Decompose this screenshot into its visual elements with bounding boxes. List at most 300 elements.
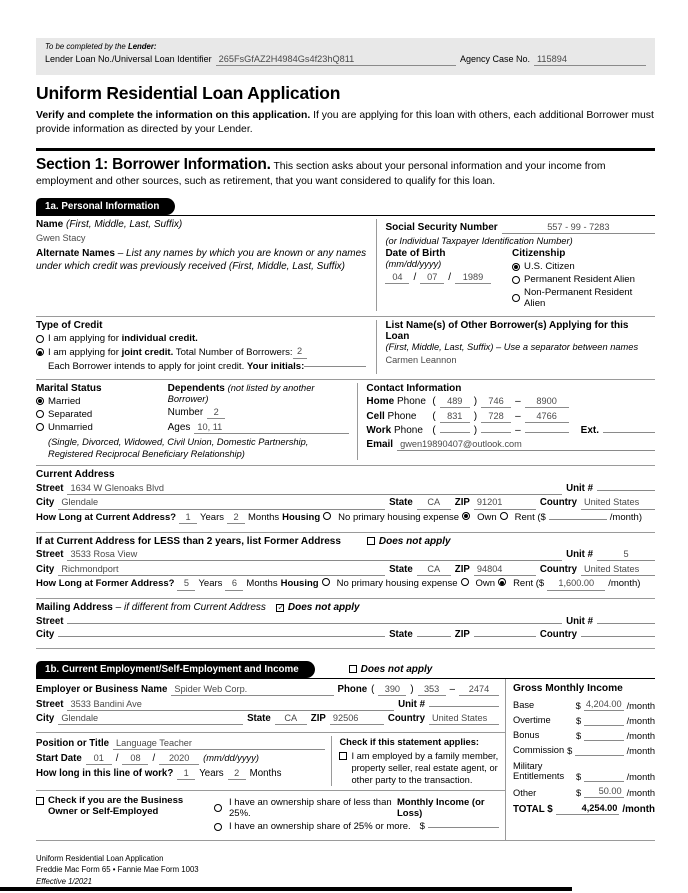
current-months-label: Months [248, 512, 280, 524]
start-date-line [36, 753, 325, 765]
work-phone-word: Phone [394, 425, 423, 437]
income-military-field[interactable] [584, 780, 623, 782]
citizenship-option-non-permanent-resident-label: Non-Permanent Resident Alien [524, 287, 633, 310]
gross-monthly-income-heading: Gross Monthly Income [513, 682, 623, 694]
name-hint: (First, Middle, Last, Suffix) [66, 219, 183, 231]
form-footer [36, 853, 655, 887]
employer-phone-mid-field[interactable]: 353 [418, 684, 446, 696]
income-row-base [513, 699, 655, 711]
dependents-number-label: Number [167, 407, 204, 418]
former-rent-field[interactable]: 1,600.00 [547, 578, 605, 590]
name-column [36, 219, 376, 311]
former-howlong-line [36, 578, 655, 590]
income-total-label: TOTAL $ [513, 803, 553, 815]
monthly-income-dollar: $ [419, 821, 425, 833]
former-zip-field[interactable]: 94804 [474, 564, 536, 576]
former-howlong-label: How Long at Former Address? [36, 578, 175, 590]
employer-state-label: State [247, 713, 271, 725]
work-years-field[interactable]: 1 [177, 768, 195, 780]
citizenship-option-permanent-resident-label: Permanent Resident Alien [524, 274, 635, 286]
start-year-field[interactable]: 2020 [159, 753, 199, 765]
income-other-label: Other [513, 787, 537, 798]
current-howlong-label: How Long at Current Address? [36, 512, 177, 524]
cell-phone-area-field[interactable]: 831 [440, 411, 470, 423]
unmarried-note: (Single, Divorced, Widowed, Civil Union, Domestic Partnership, Registered Reciprocal Beneficiary Relationship) [48, 437, 309, 460]
current-housing-own-label: Own [477, 512, 497, 524]
lender-note-bold: Lender: [127, 42, 157, 51]
dependents-label: Dependents [167, 382, 225, 394]
current-street-field[interactable]: 1634 W Glenoaks Blvd [67, 483, 562, 495]
cell-phone-dash: – [515, 410, 521, 422]
income-overtime-field[interactable] [584, 724, 623, 726]
income-base-unit: /month [626, 700, 655, 711]
individual-credit-bold: individual credit. [121, 333, 198, 345]
row-marital-contact [36, 379, 655, 466]
mailing-state-field[interactable] [417, 635, 451, 637]
intro-rest: If you are applying for this loan with others, each additional Borrower must provide information as directed by your Lender. [36, 110, 654, 135]
start-month-field[interactable]: 01 [86, 753, 112, 765]
marital-radio-separated[interactable] [36, 410, 44, 418]
work-phone-line [366, 425, 655, 436]
section1-heading-block [36, 148, 655, 190]
ssn-line [385, 222, 655, 234]
income-military-dollar: $ [576, 771, 582, 782]
current-city-line [36, 497, 655, 509]
employer-phone-last-field[interactable]: 2474 [459, 684, 499, 696]
former-dna-checkbox[interactable] [367, 537, 375, 545]
former-city-line [36, 564, 655, 576]
joint-credit-option [36, 346, 368, 358]
mailing-zip-field[interactable] [474, 635, 536, 637]
business-owner-label: Check if you are the Business Owner or Self-Employed [48, 795, 184, 818]
former-street-line [36, 549, 655, 561]
business-owner-row [36, 790, 505, 840]
employment-dna-label: Does not apply [360, 663, 433, 675]
former-housing-label: Housing [280, 578, 319, 590]
former-state-label: State [389, 563, 413, 575]
current-address-heading: Current Address [36, 469, 115, 481]
initials-text [48, 361, 304, 372]
type-of-credit-column [36, 320, 376, 373]
former-city-label: City [36, 563, 55, 575]
home-phone-lp: ( [432, 396, 436, 407]
work-phone-rp: ) [473, 425, 478, 437]
section-1a-grid [36, 216, 655, 648]
dob-block [385, 248, 504, 311]
dob-day-field[interactable]: 07 [420, 272, 444, 284]
income-other-unit: /month [626, 788, 655, 799]
position-line [36, 738, 325, 750]
mailing-street-field[interactable] [67, 622, 562, 624]
statement-text: I am employed by a family member, property seller, real estate agent, or other party to the transaction. [351, 750, 499, 786]
other-borrowers-column [376, 320, 655, 373]
former-housing-own-label: Own [475, 578, 496, 590]
cell-phone-last-field[interactable]: 4766 [525, 411, 569, 423]
employer-block [36, 680, 505, 732]
current-housing-own-radio[interactable] [462, 512, 470, 520]
dependents-ages-label: Ages [167, 421, 191, 433]
bottom-black-bar [0, 887, 572, 891]
home-phone-bold: Home [366, 396, 395, 407]
lender-fields-row [45, 54, 646, 66]
income-base-field[interactable]: 4,204.00 [585, 698, 622, 709]
employer-street-line [36, 699, 499, 711]
ownership-ge25-option [214, 821, 499, 832]
employer-country-label: Country [387, 713, 425, 725]
name-label: Name [36, 219, 64, 231]
monthly-income-label: Monthly Income (or Loss) [396, 797, 485, 820]
start-date-label: Start Date [36, 752, 82, 764]
work-phone-label [366, 425, 428, 436]
dob-month-field[interactable]: 04 [385, 272, 409, 284]
work-phone-area-field[interactable] [440, 431, 470, 433]
former-street-label: Street [36, 549, 64, 561]
former-housing-none-radio[interactable] [322, 578, 330, 586]
ssn-field[interactable]: 557 - 99 - 7283 [502, 222, 655, 234]
former-country-label: Country [539, 563, 577, 575]
citizenship-radio-us-citizen[interactable] [512, 263, 520, 271]
mailing-heading-line [36, 602, 655, 613]
initials-prefix: Each Borrower intends to apply for joint credit. [48, 360, 247, 372]
current-country-field[interactable]: United States [581, 497, 655, 509]
mailing-dna-checkbox[interactable] [276, 604, 284, 612]
joint-credit-prefix: I am applying for [48, 346, 122, 358]
current-state-label: State [389, 497, 413, 509]
tab-1a-personal-information: 1a. Personal Information [36, 198, 175, 215]
joint-credit-bold: joint credit. [121, 346, 174, 358]
marital-option-unmarried-label: Unmarried [48, 421, 93, 433]
income-bonus-dollar: $ [576, 730, 582, 741]
current-rent-field[interactable] [549, 518, 607, 520]
agency-case-label: Agency Case No. [459, 53, 530, 64]
employer-zip-field[interactable]: 92506 [330, 713, 384, 725]
marital-dependents-cols [36, 383, 349, 437]
current-unit-field[interactable] [597, 489, 655, 491]
former-city-field[interactable]: Richmondport [58, 564, 385, 576]
former-months-field[interactable]: 6 [225, 578, 243, 590]
position-label: Position or Title [36, 738, 110, 750]
start-date-hint: (mm/dd/yyyy) [203, 752, 259, 763]
income-overtime-unit: /month [626, 715, 655, 726]
work-phone-mid-field[interactable] [481, 431, 511, 433]
cell-phone-mid-field[interactable]: 728 [481, 411, 511, 423]
income-bonus-field[interactable] [584, 739, 623, 741]
business-owner-check [36, 795, 208, 834]
dob-fields [385, 272, 504, 284]
income-commission-field[interactable] [575, 754, 623, 756]
ownership-ge25-radio[interactable] [214, 823, 222, 831]
business-owner-checkbox[interactable] [36, 797, 44, 805]
employer-state-field[interactable]: CA [275, 713, 307, 725]
home-phone-area-field[interactable]: 489 [440, 396, 470, 408]
mailing-heading [36, 602, 266, 613]
work-phone-dash: – [515, 425, 521, 437]
mailing-street-line [36, 616, 655, 627]
work-phone-lp: ( [432, 425, 436, 437]
current-city-label: City [36, 497, 55, 509]
contact-information-label: Contact Information [366, 382, 462, 394]
mailing-heading-bold: Mailing Address [36, 602, 113, 614]
row-mailing-address [36, 598, 655, 648]
dob-label: Date of Birth [385, 248, 446, 260]
name-label-line [36, 219, 368, 230]
name-field[interactable]: Gwen Stacy [36, 233, 86, 244]
mailing-street-label: Street [36, 615, 64, 627]
tab-1b-employment-income: 1b. Current Employment/Self-Employment and Income [36, 661, 315, 678]
dependents-label-line [168, 383, 350, 405]
dob-citizenship-row [385, 248, 655, 311]
agency-case-field[interactable]: 115894 [534, 54, 646, 66]
income-other-field[interactable]: 50.00 [584, 786, 623, 798]
statement-option [339, 750, 505, 786]
dependents-ages-line [168, 422, 350, 434]
employer-unit-label: Unit # [398, 698, 425, 710]
employer-name-label: Employer or Business Name [36, 684, 168, 696]
mailing-country-field[interactable] [581, 635, 655, 637]
employer-city-field[interactable]: Glendale [58, 713, 243, 725]
cell-phone-rp: ) [473, 410, 478, 422]
marital-option-married-label: Married [48, 395, 81, 407]
mailing-dna [276, 602, 360, 613]
citizenship-label: Citizenship [512, 248, 566, 260]
former-housing-rent-label: Rent ($ [513, 578, 545, 590]
employment-dna [349, 664, 433, 675]
gross-monthly-income-box [505, 679, 655, 841]
work-months-label: Months [249, 767, 282, 779]
former-rent-suffix: /month) [608, 578, 641, 590]
dependents-ages-field[interactable]: 10, 11 [194, 422, 349, 434]
citizenship-radio-non-permanent-resident[interactable] [512, 294, 520, 302]
employer-city-line [36, 713, 499, 725]
row-current-address [36, 465, 655, 531]
current-howlong-line [36, 512, 655, 524]
dependents-block [168, 383, 350, 437]
position-field[interactable]: Language Teacher [113, 738, 325, 750]
income-overtime-dollar: $ [576, 715, 582, 726]
marital-radio-married[interactable] [36, 397, 44, 405]
current-housing-none-radio[interactable] [323, 512, 331, 520]
income-bonus-unit: /month [626, 730, 655, 741]
former-years-field[interactable]: 5 [177, 578, 195, 590]
statement-checkbox[interactable] [339, 752, 347, 760]
current-years-field[interactable]: 1 [179, 512, 197, 524]
former-address-heading: If at Current Address for LESS than 2 years, list Former Address [36, 535, 341, 547]
lender-box [36, 38, 655, 75]
mailing-city-field[interactable] [58, 635, 385, 637]
citizenship-option-non-permanent-resident [512, 287, 655, 309]
section-1b [36, 661, 655, 842]
marital-status-block [36, 383, 168, 437]
email-label: Email [366, 438, 394, 450]
work-months-field[interactable]: 2 [228, 768, 246, 780]
employment-dna-checkbox[interactable] [349, 665, 357, 673]
former-housing-none-label: No primary housing expense [336, 578, 458, 590]
income-commission-dollar: $ [567, 746, 573, 757]
income-base-dollar: $ [575, 700, 581, 711]
individual-credit-option [36, 333, 368, 344]
home-phone-line [366, 396, 655, 408]
dependents-number-field[interactable]: 2 [207, 407, 225, 419]
income-row-bonus [513, 730, 655, 741]
loan-id-field[interactable]: 265FsGfAZ2H4984Gs4f23hQ811 [216, 54, 456, 66]
employer-phone-dash: – [449, 684, 455, 696]
marital-status-label: Marital Status [36, 382, 102, 394]
dob-year-field[interactable]: 1989 [455, 272, 491, 284]
dob-slash-2: / [448, 271, 451, 283]
dependents-number-line [168, 407, 350, 419]
income-total-unit: /month [622, 803, 655, 815]
current-street-line [36, 483, 655, 495]
former-unit-field[interactable]: 5 [597, 549, 655, 561]
employer-city-label: City [36, 713, 55, 725]
cell-phone-bold: Cell [366, 410, 385, 422]
section-1a-tab-row [36, 198, 655, 216]
initials-line [48, 361, 368, 372]
lender-note [45, 42, 646, 51]
mailing-unit-field[interactable] [597, 622, 655, 624]
income-row-total [513, 803, 655, 815]
current-zip-label: ZIP [454, 497, 470, 509]
citizenship-radio-permanent-resident[interactable] [512, 276, 520, 284]
current-housing-rent-radio[interactable] [500, 512, 508, 520]
ext-label: Ext. [580, 425, 599, 437]
employer-phone-lp: ( [371, 684, 375, 696]
line-of-work-line [36, 768, 325, 780]
page-title: Uniform Residential Loan Application [36, 83, 341, 104]
former-months-label: Months [246, 578, 278, 590]
current-zip-field[interactable]: 91201 [474, 497, 536, 509]
position-statement-row [36, 732, 505, 790]
mailing-heading-italic: – if different from Current Address [115, 602, 266, 614]
intro-bold: Verify and complete the information on this application. [36, 110, 311, 122]
mailing-dna-label: Does not apply [287, 602, 360, 614]
individual-credit-text [48, 333, 198, 344]
row-type-of-credit [36, 316, 655, 378]
line-of-work-label: How long in this line of work? [36, 767, 174, 779]
former-unit-label: Unit # [566, 549, 593, 561]
home-phone-label [366, 396, 428, 407]
employer-unit-field[interactable] [429, 705, 499, 707]
cell-phone-lp: ( [432, 410, 436, 422]
position-block [36, 736, 331, 786]
mailing-country-label: Country [539, 629, 577, 641]
current-street-label: Street [36, 482, 64, 494]
ssn-hint: (or Individual Taxpayer Identification Number) [385, 236, 573, 247]
initials-bold: Your initials: [246, 360, 305, 372]
cell-phone-label [366, 411, 428, 422]
cell-phone-line [366, 411, 655, 423]
current-country-label: Country [539, 497, 577, 509]
income-total-field[interactable]: 4,254.00 [556, 803, 620, 815]
current-months-field[interactable]: 2 [227, 512, 245, 524]
total-borrowers-field[interactable]: 2 [293, 346, 307, 358]
ownership-options [214, 795, 499, 834]
loan-id-label: Lender Loan No./Universal Loan Identifier [45, 53, 212, 64]
row-former-address [36, 532, 655, 598]
individual-credit-radio[interactable] [36, 335, 44, 343]
former-country-field[interactable]: United States [581, 564, 655, 576]
lender-note-prefix: To be completed by the [45, 42, 128, 51]
ext-field[interactable] [603, 431, 655, 433]
other-borrowers-hint: (First, Middle, Last, Suffix) – Use a separator between names [385, 342, 639, 353]
home-phone-mid-field[interactable]: 746 [481, 396, 511, 408]
former-years-label: Years [198, 578, 223, 590]
current-rent-suffix: /month) [609, 512, 643, 524]
income-other-dollar: $ [576, 788, 582, 799]
email-field[interactable]: gwen19890407@outlook.com [397, 439, 655, 451]
former-dna-label: Does not apply [378, 535, 451, 547]
former-state-field[interactable]: CA [417, 564, 451, 576]
home-phone-word: Phone [396, 396, 426, 407]
employer-country-field[interactable]: United States [429, 713, 499, 725]
joint-credit-radio[interactable] [36, 348, 44, 356]
dob-slash-1: / [413, 271, 417, 283]
start-day-field[interactable]: 08 [122, 753, 148, 765]
initials-field[interactable] [304, 365, 366, 367]
marital-radio-unmarried[interactable] [36, 423, 44, 431]
income-overtime-label: Overtime [513, 715, 551, 726]
current-housing-none-label: No primary housing expense [338, 512, 460, 524]
former-housing-rent-radio[interactable] [498, 578, 506, 586]
current-unit-label: Unit # [566, 482, 593, 494]
individual-credit-prefix: I am applying for [48, 333, 122, 345]
citizenship-block [512, 248, 655, 311]
statement-heading: Check if this statement applies: [339, 736, 479, 747]
income-commission-unit: /month [626, 746, 655, 757]
former-zip-label: ZIP [454, 563, 470, 575]
former-heading-line [36, 536, 655, 547]
former-street-field[interactable]: 3533 Rosa View [67, 549, 562, 561]
employment-left-column [36, 679, 505, 841]
intro-paragraph [36, 109, 655, 136]
dob-hint: (mm/dd/yyyy) [385, 259, 442, 270]
section1-title: Section 1: Borrower Information. [36, 155, 271, 173]
alternate-names-line [36, 247, 368, 273]
income-row-military [513, 761, 655, 782]
work-phone-last-field[interactable] [525, 431, 569, 433]
footer-line-2: Freddie Mac Form 65 • Fannie Mae Form 1003 [36, 865, 199, 875]
current-housing-rent-label: Rent ($ [514, 512, 546, 524]
home-phone-last-field[interactable]: 8900 [525, 396, 569, 408]
employer-street-label: Street [36, 698, 64, 710]
start-slash-2: / [152, 752, 156, 764]
section1-description: This section asks about your personal information and your income from employment and other sources, such as retirement, that you want considered to qualify for this loan. [36, 160, 606, 188]
employer-name-field[interactable]: Spider Web Corp. [171, 684, 333, 696]
employer-street-field[interactable]: 3533 Bandini Ave [67, 699, 394, 711]
statement-block [331, 736, 505, 786]
employer-phone-area-field[interactable]: 390 [378, 684, 406, 696]
marital-option-separated [36, 409, 168, 420]
monthly-income-field[interactable] [428, 826, 499, 828]
ownership-lt25-option [214, 797, 499, 819]
former-housing-own-radio[interactable] [461, 578, 469, 586]
joint-credit-text [48, 347, 293, 358]
income-military-label: Military Entitlements [513, 760, 565, 782]
income-bonus-label: Bonus [513, 730, 540, 741]
section-1b-body [36, 679, 655, 842]
marital-option-unmarried [36, 422, 168, 433]
ownership-lt25-radio[interactable] [214, 804, 222, 812]
current-city-field[interactable]: Glendale [58, 497, 385, 509]
row-name-ssn [36, 216, 655, 316]
alternate-names-label: Alternate Names [36, 248, 115, 260]
email-line [366, 439, 655, 451]
other-borrowers-field[interactable]: Carmen Leannon [385, 355, 457, 366]
current-years-label: Years [200, 512, 224, 524]
citizenship-option-us-citizen-label: U.S. Citizen [524, 261, 575, 273]
current-state-field[interactable]: CA [417, 497, 451, 509]
footer-line-1: Uniform Residential Loan Application [36, 854, 164, 864]
